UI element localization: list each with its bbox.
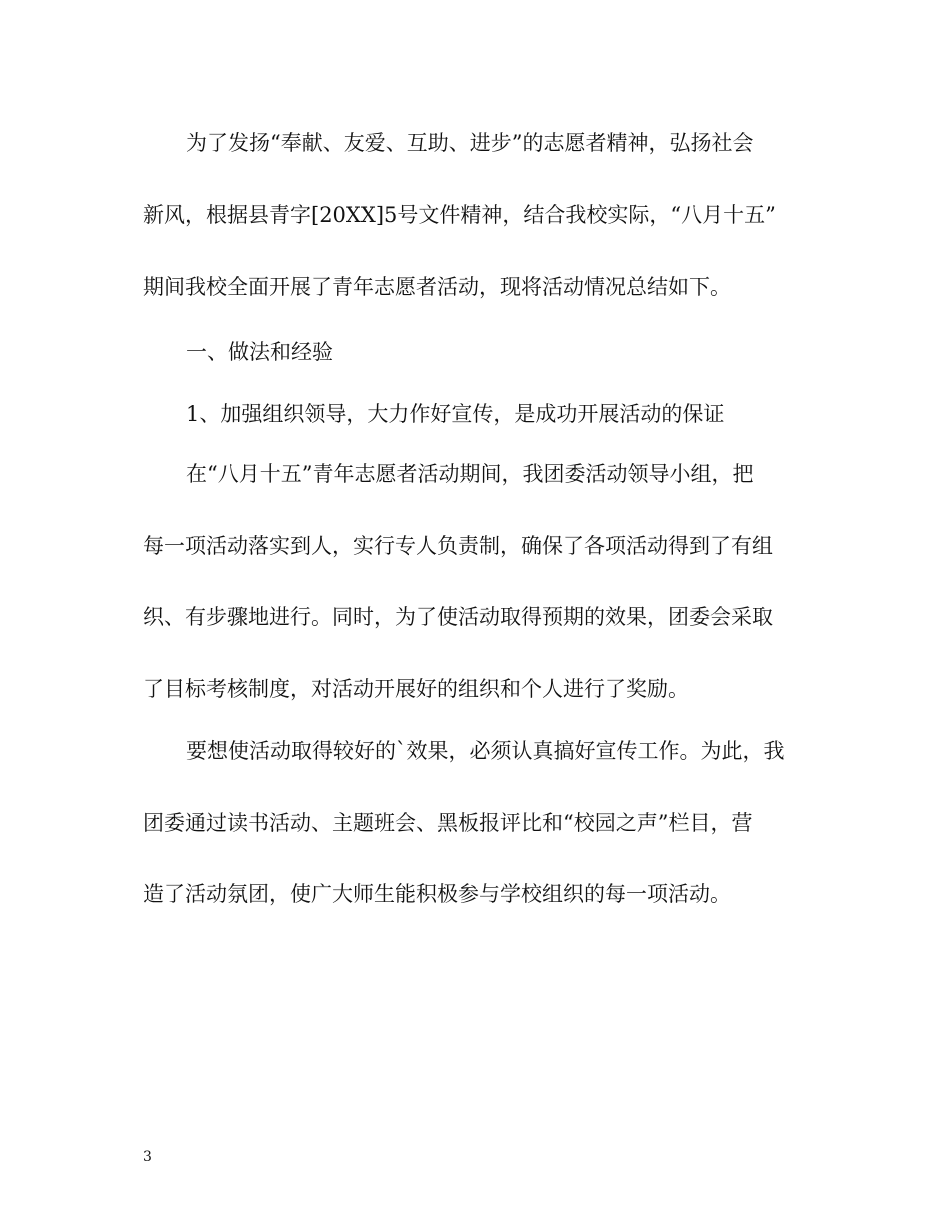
paragraph-3-line-3: 造了活动氛团，使广大师生能积极参与学校组织的每一项活动。	[143, 882, 731, 906]
paragraph-3-line-1: 要想使活动取得较好的`效果，必须认真搞好宣传工作。为此，我	[186, 739, 785, 763]
section-heading: 一、做法和经验	[186, 340, 333, 364]
paragraph-1-line-3: 期间我校全面开展了青年志愿者活动，现将活动情况总结如下。	[143, 275, 731, 299]
subsection-heading: 1、加强组织领导，大力作好宣传，是成功开展活动的保证	[186, 402, 725, 426]
paragraph-2-line-3: 织、有步骤地进行。同时，为了使活动取得预期的效果，团委会采取	[143, 605, 773, 629]
paragraph-2-line-4: 了目标考核制度，对活动开展好的组织和个人进行了奖励。	[143, 677, 689, 701]
paragraph-1-line-1: 为了发扬“奉献、友爱、互助、进步”的志愿者精神，弘扬社会	[186, 131, 754, 155]
paragraph-2-line-2: 每一项活动落实到人，实行专人负责制，确保了各项活动得到了有组	[143, 534, 773, 558]
page-number: 3	[143, 1149, 152, 1165]
paragraph-1-line-2: 新风，根据县青字[20XX]5号文件精神，结合我校实际，“八月十五”	[143, 203, 776, 227]
paragraph-2-line-1: 在“八月十五”青年志愿者活动期间，我团委活动领导小组，把	[186, 462, 754, 486]
paragraph-3-line-2: 团委通过读书活动、主题班会、黑板报评比和“校园之声”栏目，营	[143, 811, 753, 835]
